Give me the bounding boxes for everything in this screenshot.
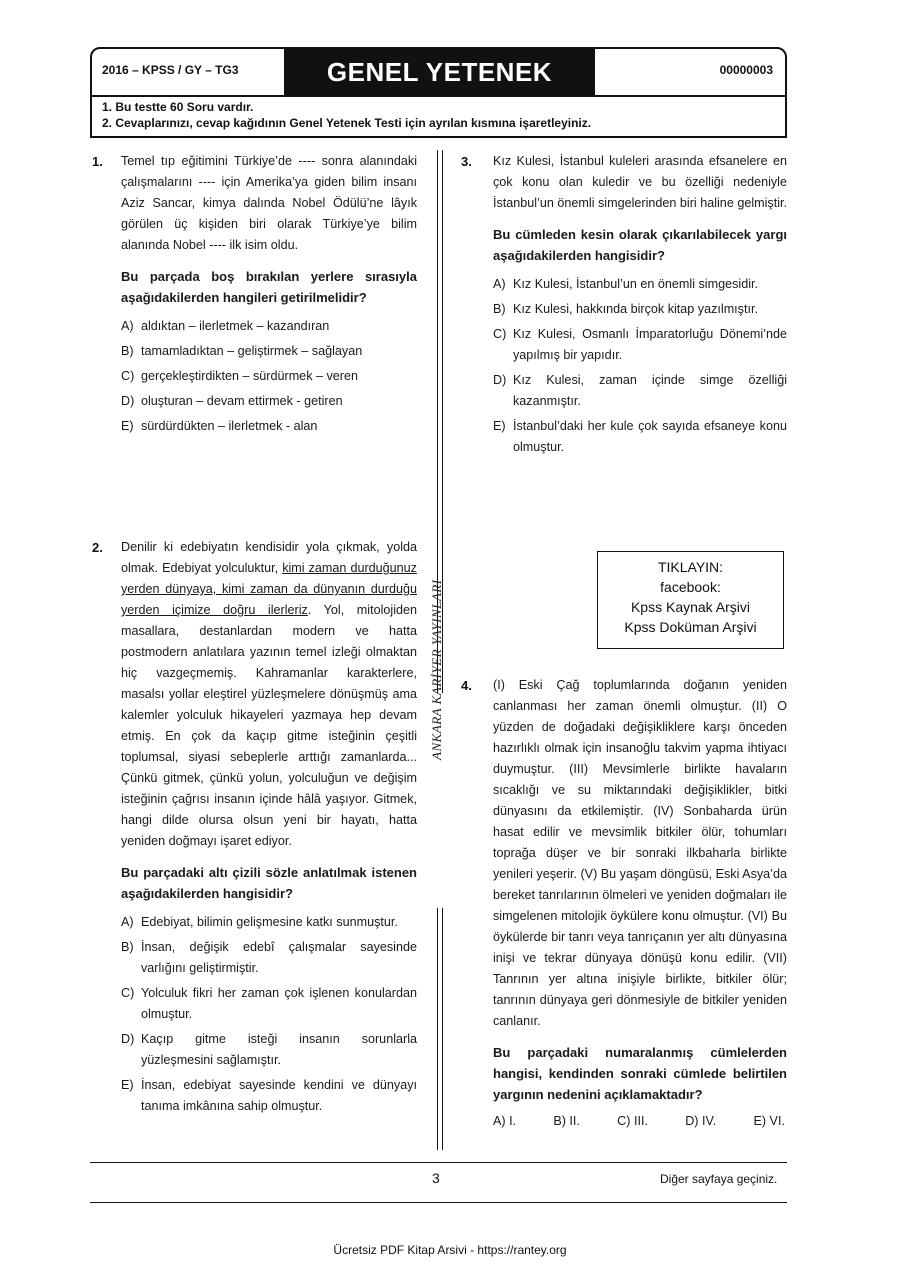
option-e[interactable] bbox=[121, 1075, 417, 1117]
promo-line: facebook: bbox=[660, 579, 721, 595]
option-c[interactable] bbox=[121, 366, 417, 387]
option-e[interactable]: E) VI. bbox=[753, 1114, 785, 1128]
option-letter: A) bbox=[121, 319, 134, 333]
instructions bbox=[102, 99, 591, 131]
option-text: Kız Kulesi, İstanbul’un en önemli simgesidir. bbox=[513, 277, 758, 291]
question-1-stem: Bu parçada boş bırakılan yerlere sırasıyla aşağıdakilerden hangileri getirilmelidir? bbox=[121, 269, 417, 305]
option-text: Kız Kulesi, zaman içinde simge özelliği kazanmıştır. bbox=[513, 373, 787, 408]
question-3 bbox=[493, 151, 787, 462]
question-2-number: 2. bbox=[92, 540, 103, 555]
question-1-number: 1. bbox=[92, 154, 103, 169]
option-letter: E) bbox=[121, 419, 134, 433]
option-text: Yolculuk fikri her zaman çok işlenen konulardan olmuştur. bbox=[141, 986, 417, 1021]
footer-bottom-rule bbox=[90, 1202, 787, 1203]
option-c[interactable]: C) III. bbox=[617, 1114, 648, 1128]
question-3-text: Kız Kulesi, İstanbul kuleleri arasında efsanelere en çok konu olan kuledir ve bu özelliği nedeniyle İstanbul’un önemli simgelerinden biri haline gelmiştir. bbox=[493, 154, 788, 210]
option-a[interactable] bbox=[121, 316, 417, 337]
booklet-number: 00000003 bbox=[719, 63, 773, 77]
option-e[interactable] bbox=[493, 416, 787, 458]
text-part: . Yol, mitolojiden masallara, destanlardan modern ve hatta postmodern anlatılara yazının temel izleği olmaktan hiç vazgeçmemiş. Kahramanlar karakterlere, masalsı yollar eleştirel yüzleşmelere dönüşmüş ama kalemler yolculuk hikayeleri yazmaya hep devam etmiş. En çok da kaçıp gitme isteğinin çeşitli toplumsal, siyasi sebeplerle arttığı zamanlarda... Çünkü gitmek, çünkü yolun, yolculuğun ve değişim isteğinin çağrısı insanın içinde hâlâ yaşıyor. Gitmek, hangi dilde olursa olsun yeni bir hayatı, hatta yeniden doğmayı işaret ediyor. bbox=[121, 603, 417, 848]
test-code: 2016 – KPSS / GY – TG3 bbox=[102, 63, 239, 77]
question-4-stem: Bu parçadaki numaralanmış cümlelerden hangisi, kendinden sonraki cümlede belirtilen yargının nedenini açıklamaktadır? bbox=[493, 1045, 787, 1102]
option-text: Kız Kulesi, hakkında birçok kitap yazılmıştır. bbox=[513, 302, 758, 316]
question-3-stem: Bu cümleden kesin olarak çıkarılabilecek yargı aşağıdakilerden hangisidir? bbox=[493, 227, 787, 263]
promo-line: Kpss Kaynak Arşivi bbox=[630, 599, 751, 615]
option-d[interactable] bbox=[121, 1029, 417, 1071]
promo-line: Kpss Doküman Arşivi bbox=[624, 619, 757, 635]
question-4-number: 4. bbox=[461, 678, 472, 693]
publisher-vertical-text: ANKARA KARİYER YAYINLARI bbox=[429, 579, 444, 760]
option-b[interactable] bbox=[121, 341, 417, 362]
header-row bbox=[92, 49, 785, 97]
option-a[interactable] bbox=[493, 274, 787, 295]
option-c[interactable] bbox=[493, 324, 787, 366]
option-text: Edebiyat, bilimin gelişmesine katkı sunmuştur. bbox=[141, 915, 398, 929]
option-text: aldıktan – ilerletmek – kazandıran bbox=[141, 319, 330, 333]
instruction-2: 2. Cevaplarınızı, cevap kağıdının Genel Yetenek Testi için ayrılan kısmına işaretleyiniz. bbox=[102, 116, 592, 130]
option-text: İnsan, değişik edebî çalışmalar sayesinde varlığını geliştirmiştir. bbox=[141, 940, 417, 975]
option-letter: B) bbox=[121, 940, 134, 954]
option-c[interactable] bbox=[121, 983, 417, 1025]
option-text: gerçekleştirdikten – sürdürmek – veren bbox=[141, 369, 358, 383]
option-letter: D) bbox=[121, 1032, 135, 1046]
source-note: Ücretsiz PDF Kitap Arsivi - https://rantey.org bbox=[333, 1243, 567, 1257]
question-4-options bbox=[493, 1111, 785, 1132]
option-text: sürdürdükten – ilerletmek - alan bbox=[141, 419, 318, 433]
question-4 bbox=[493, 675, 787, 1132]
option-letter: A) bbox=[493, 277, 506, 291]
option-text: oluşturan – devam ettirmek - getiren bbox=[141, 394, 343, 408]
option-a[interactable] bbox=[121, 912, 417, 933]
option-e[interactable] bbox=[121, 416, 417, 437]
option-d[interactable] bbox=[493, 370, 787, 412]
option-d[interactable] bbox=[121, 391, 417, 412]
option-text: Kaçıp gitme isteği insanın sorunlarla yüzleşmesini sağlamıştır. bbox=[141, 1032, 417, 1067]
option-b[interactable]: B) II. bbox=[553, 1114, 580, 1128]
question-1 bbox=[121, 151, 417, 441]
option-b[interactable] bbox=[121, 937, 417, 979]
test-header bbox=[90, 47, 787, 138]
question-1-options bbox=[121, 316, 417, 437]
option-text: İnsan, edebiyat sayesinde kendini ve dünyayı tanıma imkânına sahip olmuştur. bbox=[141, 1078, 417, 1113]
option-b[interactable] bbox=[493, 299, 787, 320]
question-2-text bbox=[121, 537, 417, 852]
underlined-phrase: kimi zaman durduğunuz yerden dünyaya, kimi zaman da dünyanın durduğu yerden içimize doğru ilerleriz bbox=[121, 561, 417, 617]
option-letter: D) bbox=[493, 373, 507, 387]
option-a[interactable]: A) I. bbox=[493, 1114, 517, 1128]
question-3-number: 3. bbox=[461, 154, 472, 169]
question-2-stem: Bu parçadaki altı çizili sözle anlatılmak istenen aşağıdakilerden hangisidir? bbox=[121, 865, 417, 901]
option-text: İstanbul’daki her kule çok sayıda efsaneye konu olmuştur. bbox=[513, 419, 787, 454]
option-text: tamamladıktan – geliştirmek – sağlayan bbox=[141, 344, 363, 358]
text-part: Denilir ki edebiyatın kendisidir yola çıkmak, yolda olmak. Edebiyat yolculuktur, bbox=[121, 540, 417, 575]
promo-box[interactable] bbox=[597, 551, 784, 649]
option-letter: E) bbox=[493, 419, 506, 433]
option-letter: C) bbox=[121, 986, 135, 1000]
option-letter: C) bbox=[121, 369, 135, 383]
question-1-text: Temel tıp eğitimini Türkiye’de ---- sonra alanındaki çalışmalarını ---- için Amerika’ya giden bilim insanı Aziz Sancar, kimya dalında Nobel Ödülü’ne lâyık görülen üç kişiden biri olarak Türkiye’ye bilim alanında Nobel ---- ilk isim oldu. bbox=[121, 154, 417, 252]
question-2-options bbox=[121, 912, 417, 1117]
next-page-note: Diğer sayfaya geçiniz. bbox=[660, 1172, 778, 1186]
option-d[interactable]: D) IV. bbox=[685, 1114, 717, 1128]
question-3-options bbox=[493, 274, 787, 458]
footer-top-rule bbox=[90, 1162, 787, 1163]
option-letter: E) bbox=[121, 1078, 134, 1092]
option-text: Kız Kulesi, Osmanlı İmparatorluğu Dönemi’nde yapılmış bir yapıdır. bbox=[513, 327, 787, 362]
option-letter: A) bbox=[121, 915, 134, 929]
question-2 bbox=[121, 537, 417, 1121]
option-letter: D) bbox=[121, 394, 135, 408]
question-4-text: (I) Eski Çağ toplumlarında doğanın yeniden canlanması her zaman önemli olmuştur. (II) O yüzden de doğadaki değişikliklere karşı önceden hazırlıklı olmak için insanoğlu takvim yapma ihtiyacı duymuştur. (III) Mevsimlerle birlikte havaların sıcaklığı ve su miktarındaki değişiklikler, bitki dünyasını da etkilemiştir. (IV) Sonbaharda ürün hasat edilir ve mevsimlik bitkiler ölür, tohumları toprağa düşer ve bir sonraki ilkbaharla birlikte yenileri yeşerir. (V) Bu yaşam döngüsü, Eski Asya’da bereket tanrılarının ölmeleri ve yeniden doğmaları ile simgelenen mitolojik öykülere konu olmuştur. (VI) Bu öykülerde bir tanrı veya tanrıçanın yer altı dünyasına inişi ve tekrar dünyaya dönüşü konu edilir. (VII) Tanrının yer altına inişiyle birlikte, bitkiler ölür; tanrının dünyaya geri dönmesiyle de bitkiler yeniden canlanır. bbox=[493, 678, 787, 1028]
instruction-1: 1. Bu testte 60 Soru vardır. bbox=[102, 100, 254, 114]
promo-line: TIKLAYIN: bbox=[657, 559, 724, 575]
page-number: 3 bbox=[432, 1170, 440, 1186]
test-title: GENEL YETENEK bbox=[284, 49, 595, 95]
option-letter: B) bbox=[493, 302, 506, 316]
option-letter: C) bbox=[493, 327, 507, 341]
option-letter: B) bbox=[121, 344, 134, 358]
